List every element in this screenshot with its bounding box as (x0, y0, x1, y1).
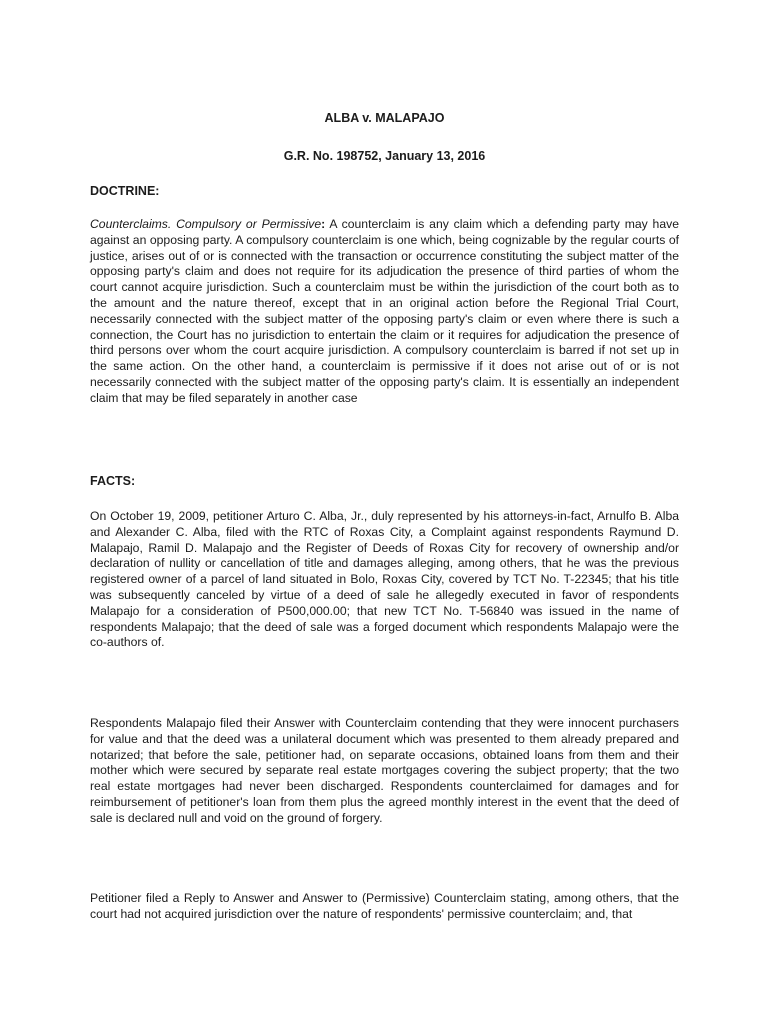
case-citation: G.R. No. 198752, January 13, 2016 (283, 149, 486, 163)
facts-heading: FACTS: (90, 474, 136, 488)
case-title: ALBA v. MALAPAJO (324, 111, 445, 125)
doctrine-heading: DOCTRINE: (90, 184, 160, 198)
facts-paragraph-3: Petitioner filed a Reply to Answer and Answer to (Permissive) Counterclaim stating, among others, that the court had not acquired jurisdiction over the nature of respondents' permissive counterclaim; and, that (90, 891, 679, 921)
doctrine-paragraph (90, 217, 679, 407)
facts-paragraph-2: Respondents Malapajo filed their Answer with Counterclaim contending that they were innocent purchasers for value and that the deed was a unilateral document which was presented to them already prepared and notarized; that before the sale, petitioner had, on separate occasions, obtained loans from them and their mother which were secured by separate real estate mortgages covering the subject property; that the two real estate mortgages had never been discharged. Respondents counterclaimed for damages and for reimbursement of petitioner's loan from them plus the agreed monthly interest in the event that the deed of sale is declared null and void on the ground of forgery. (90, 716, 679, 825)
doctrine-text: A counterclaim is any claim which a defending party may have against an opposing party. A compulsory counterclaim is one which, being cognizable by the regular courts of justice, arises out of or is connected with the transaction or occurrence constituting the subject matter of the opposing party's claim and does not require for its adjudication the presence of third parties of whom the court cannot acquire jurisdiction. Such a counterclaim must be within the jurisdiction of the court both as to the amount and the nature thereof, except that in an original action before the Regional Trial Court, necessarily connected with the subject matter of the opposing party's claim or even where there is such a connection, the Court has no jurisdiction to entertain the claim or it requires for adjudication the presence of third persons over whom the court acquire jurisdiction. A compulsory counterclaim is barred if not set up in the same action. On the other hand, a counterclaim is permissive if it does not arise out of or is not necessarily connected with the subject matter of the opposing party's claim. It is essentially an independent claim that may be filed separately in another case (90, 217, 679, 405)
facts-paragraph-1: On October 19, 2009, petitioner Arturo C. Alba, Jr., duly represented by his attorneys-in-fact, Arnulfo B. Alba and Alexander C. Alba, filed with the RTC of Roxas City, a Complaint against respondents Raymund D. Malapajo, Ramil D. Malapajo and the Register of Deeds of Roxas City for recovery of ownership and/or declaration of nullity or cancellation of title and damages alleging, among others, that he was the previous registered owner of a parcel of land situated in Bolo, Roxas City, covered by TCT No. T-22345; that his title was subsequently canceled by virtue of a deed of sale he allegedly executed in favor of respondents Malapajo for a consideration of P500,000.00; that new TCT No. T-56840 was issued in the name of respondents Malapajo; that the deed of sale was a forged document which respondents Malapajo were the co-authors of. (90, 509, 679, 650)
doctrine-lead-colon: : (321, 217, 326, 231)
doctrine-lead-label: Counterclaims. Compulsory or Permissive (90, 217, 322, 231)
